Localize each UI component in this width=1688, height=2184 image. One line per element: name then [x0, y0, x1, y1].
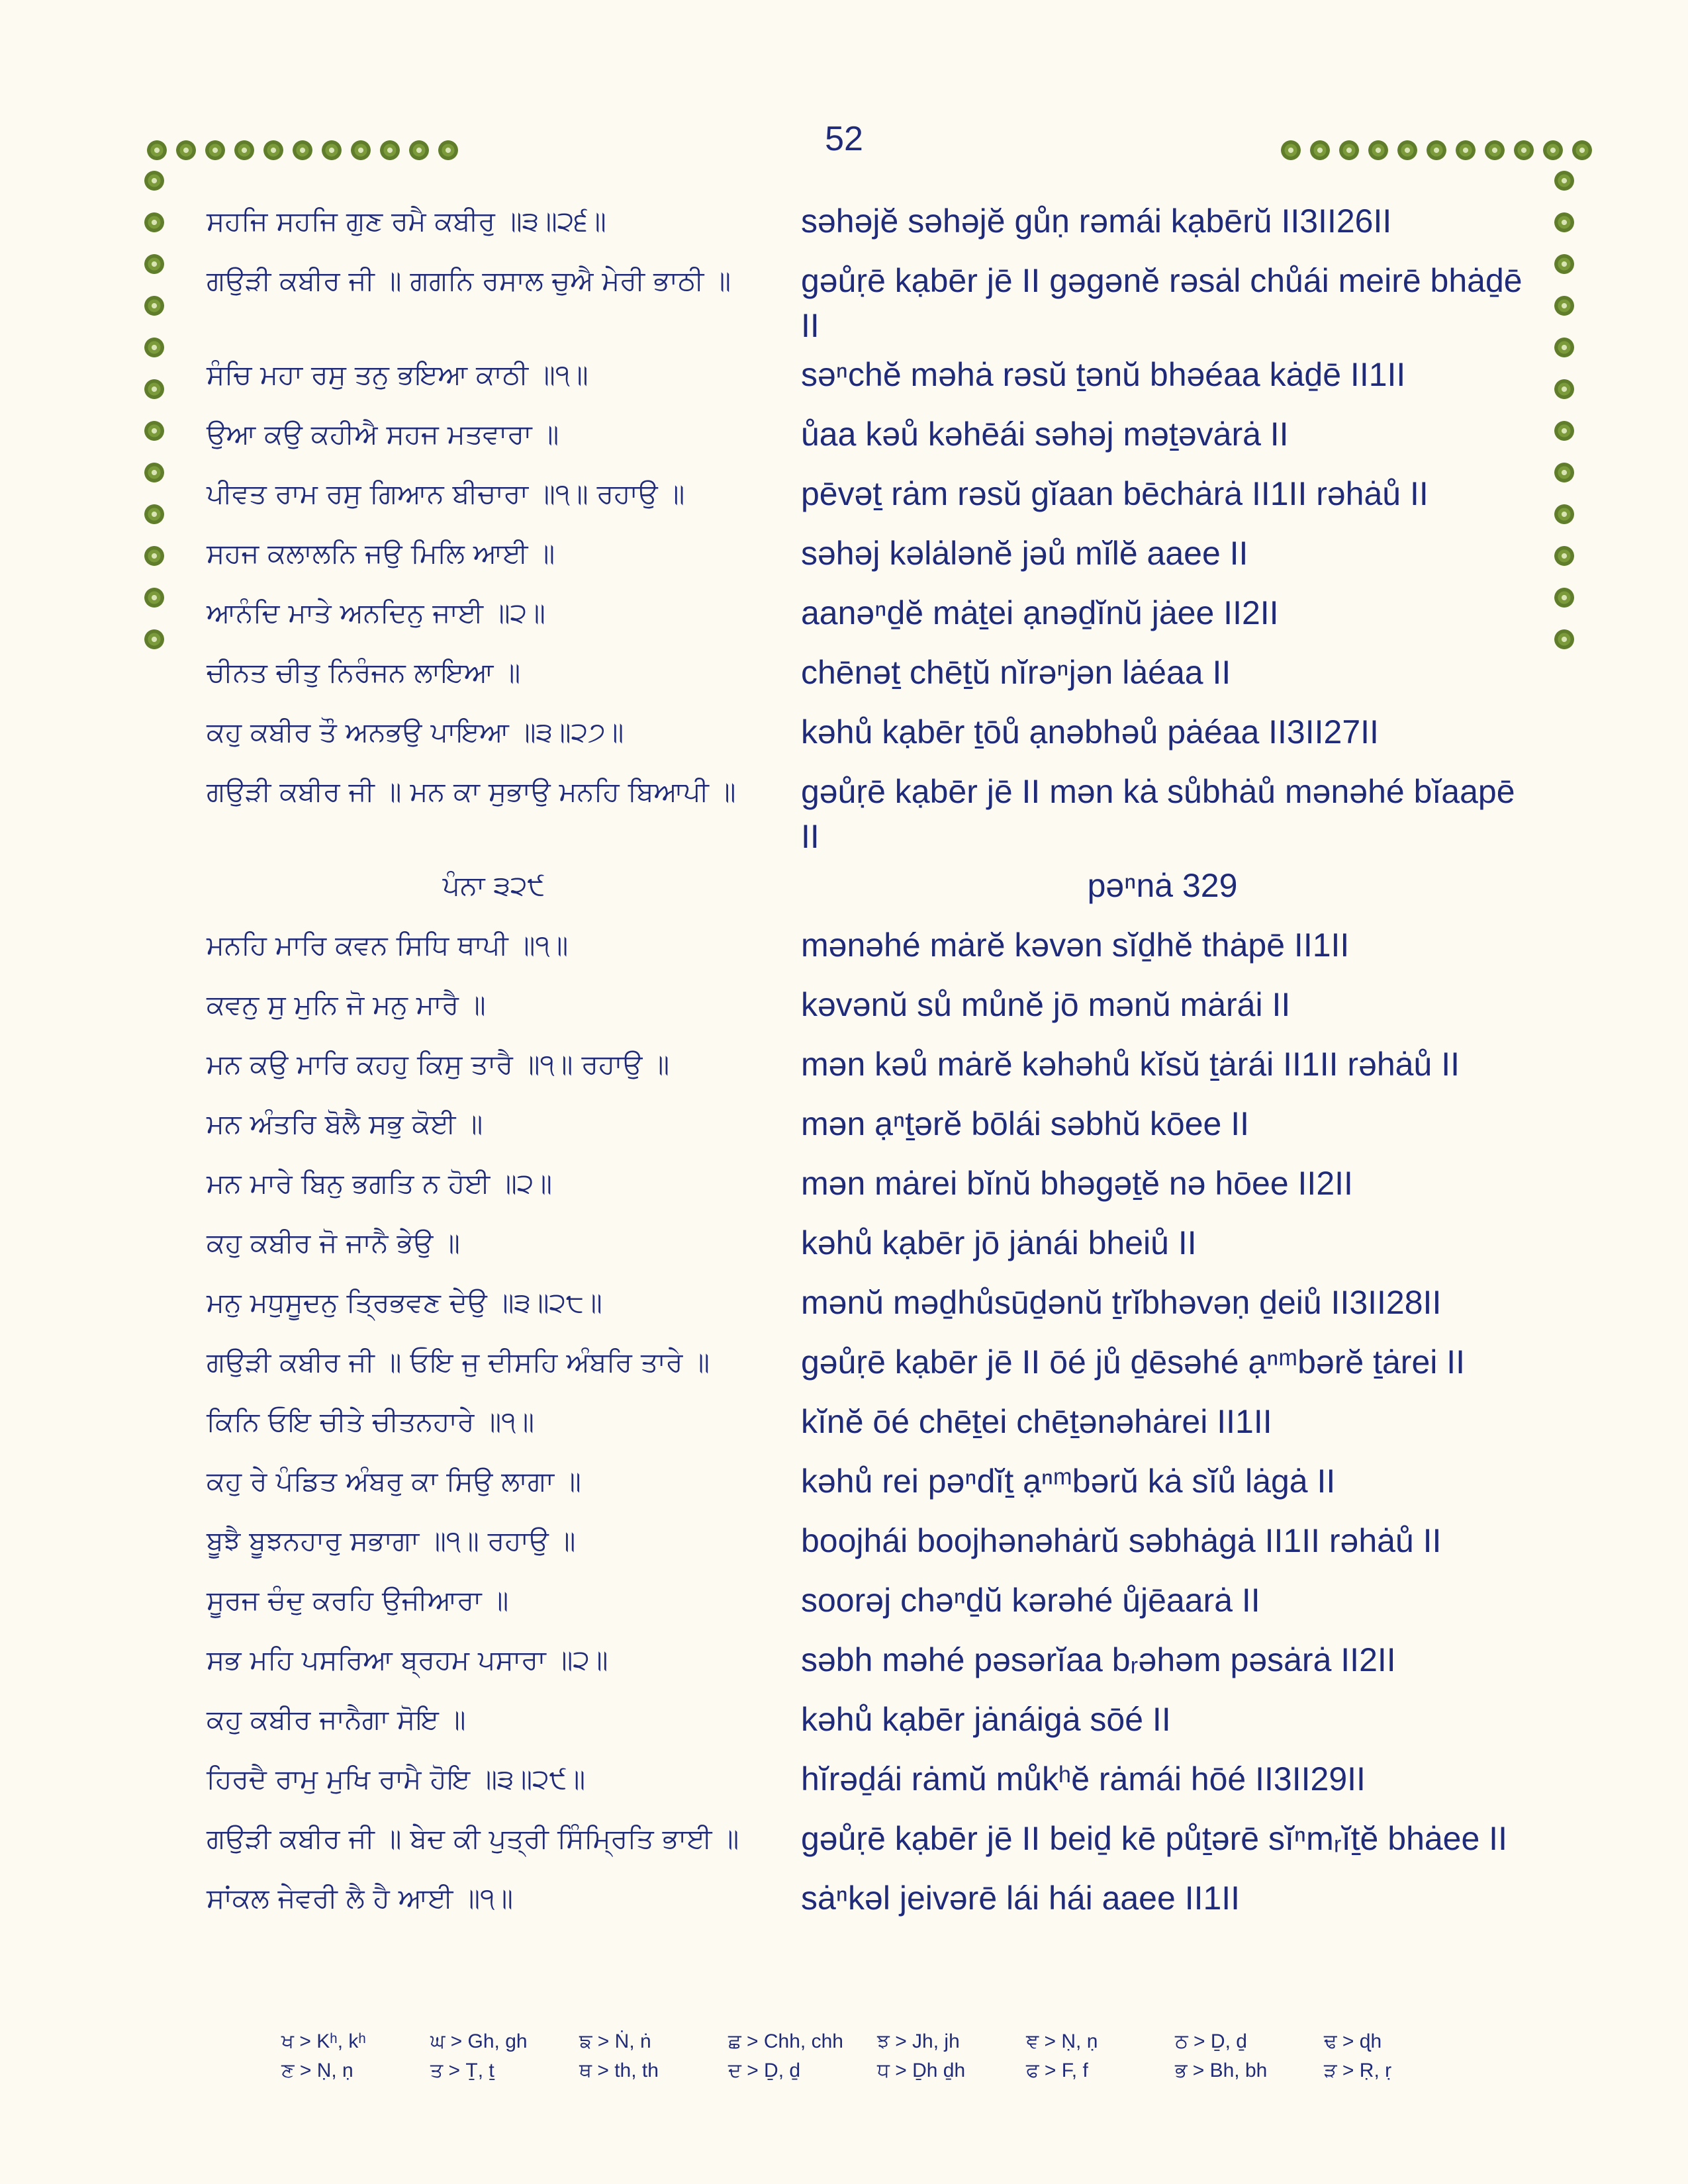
verse-line: [207, 1816, 1524, 1872]
gurmukhi-text: ਕਹੁ ਰੇ ਪੰਡਿਤ ਅੰਬਰੁ ਕਾ ਸਿਉ ਲਾਗਾ ॥: [207, 1465, 581, 1497]
legend-item: ਤ > Ṯ, ṯ: [430, 2060, 494, 2081]
transliteration-text: kəhů kạbēr jō jȧnái bheiů II: [801, 1224, 1197, 1261]
transliteration-text: gəůṛē kạbēr jē II beiḏ kē půṯərē sĭⁿmᵣĭṯĕ bhȧee II: [801, 1820, 1507, 1857]
flower-icon: [1543, 140, 1563, 160]
verse-line: [207, 1697, 1524, 1752]
transliteration-text: mən ạⁿṯərĕ bōlái səbhŭ kōee II: [801, 1105, 1250, 1142]
verse-line: [207, 923, 1524, 978]
flower-icon: [1514, 140, 1534, 160]
page-number: 52: [825, 120, 863, 158]
gurmukhi-text: ਕਹੁ ਕਬੀਰ ਜਾਨੈਗਾ ਸੋਇ ॥: [207, 1704, 466, 1735]
transliteration-text: səⁿchĕ məhȧ rəsŭ ṯənŭ bhəéaa kȧḏē II1II: [801, 356, 1406, 393]
verse-line: [207, 1578, 1524, 1633]
legend-item: ਣ > Ṇ, ṇ: [281, 2060, 353, 2081]
flower-icon: [293, 140, 312, 160]
verse-line: [207, 1459, 1524, 1514]
transliteration-text: kəvənŭ sů můnĕ jō mənŭ mȧrái II: [801, 986, 1291, 1023]
legend-item: ਭ > Bh, bh: [1175, 2060, 1268, 2081]
flower-icon: [263, 140, 283, 160]
gurmukhi-text: ਕਹੁ ਕਬੀਰ ਜੋ ਜਾਨੈ ਭੇਉ ॥: [207, 1227, 460, 1259]
verse-line: [207, 769, 1524, 859]
verse-line: [207, 1101, 1524, 1157]
transliteration-text: mənəhé mȧrĕ kəvən sĭḏhĕ thȧpē II1II: [801, 927, 1350, 964]
gurmukhi-text: ਗਉੜੀ ਕਬੀਰ ਜੀ ॥ ਗਗਨਿ ਰਸਾਲ ਚੁਐ ਮੇਰੀ ਭਾਠੀ ॥: [207, 265, 731, 296]
flower-icon: [1554, 379, 1574, 399]
legend-item: ੜ > Ṛ, ṛ: [1324, 2060, 1392, 2081]
verse-line: [207, 471, 1524, 527]
verse-line: [207, 1161, 1524, 1216]
legend-item: ਠ > Ḏ, ḏ: [1175, 2030, 1247, 2052]
flower-icon: [144, 171, 164, 191]
legend-item: ਙ > Ṅ, ṅ: [579, 2030, 651, 2052]
verse-line: [207, 650, 1524, 705]
legend-item: ਞ > Ṇ, ṇ: [1026, 2030, 1098, 2052]
gurmukhi-text: ਕਵਨੁ ਸੁ ਮੁਨਿ ਜੋ ਮਨੁ ਮਾਰੈ ॥: [207, 989, 486, 1021]
flower-icon: [1554, 629, 1574, 649]
gurmukhi-text: ਗਉੜੀ ਕਬੀਰ ਜੀ ॥ ਓਇ ਜੁ ਦੀਸਹਿ ਅੰਬਰਿ ਤਾਰੇ ॥: [207, 1346, 710, 1378]
gurmukhi-text: ਮਨ ਕਉ ਮਾਰਿ ਕਹਹੁ ਕਿਸੁ ਤਾਰੈ ॥੧॥ ਰਹਾਉ ॥: [207, 1048, 670, 1080]
transliteration-text: gəůṛē kạbēr jē II mən kȧ sůbhȧů mənəhé bĭaapē II: [801, 773, 1515, 855]
transliteration-text: kəhů rei pəⁿdĭṯ ạⁿᵐbərŭ kȧ sĭů lȧgȧ II: [801, 1463, 1336, 1500]
flower-icon: [176, 140, 196, 160]
legend-item: ਧ > Ḏh ḏh: [877, 2060, 966, 2081]
verse-line: [207, 1220, 1524, 1276]
verse-line: [207, 412, 1524, 467]
flower-icon: [1554, 504, 1574, 524]
gurmukhi-text: ਗਉੜੀ ਕਬੀਰ ਜੀ ॥ ਬੇਦ ਕੀ ਪੁਤ੍ਰੀ ਸਿੰਮ੍ਰਿਤਿ ਭਾਈ ॥: [207, 1823, 739, 1854]
flower-icon: [144, 588, 164, 608]
transliteration-text: səhəj kəlȧlənĕ jəů mĭlĕ aaee II: [801, 535, 1248, 572]
ornament-top-right: [1281, 140, 1597, 160]
transliteration-legend: [281, 2030, 1473, 2089]
flower-icon: [438, 140, 458, 160]
flower-icon: [380, 140, 400, 160]
flower-icon: [1281, 140, 1301, 160]
flower-icon: [322, 140, 342, 160]
verse-line: [207, 709, 1524, 765]
verse-line: [207, 1042, 1524, 1097]
verse-line: [207, 1399, 1524, 1455]
verse-line: [207, 352, 1524, 408]
flower-icon: [1554, 338, 1574, 357]
flower-icon: [351, 140, 371, 160]
flower-icon: [1572, 140, 1592, 160]
flower-icon: [1554, 588, 1574, 608]
gurmukhi-text: ਹਿਰਦੈ ਰਾਮੁ ਮੁਖਿ ਰਾਮੈ ਹੋਇ ॥੩॥੨੯॥: [207, 1763, 586, 1795]
flower-icon: [1554, 421, 1574, 441]
legend-item: ਝ > Jh, jh: [877, 2030, 960, 2052]
transliteration-text: gəůṛē kạbēr jē II ōé jů ḏēsəhé ạⁿᵐbərĕ ṯȧrei II: [801, 1343, 1466, 1381]
flower-icon: [1368, 140, 1388, 160]
ornament-right-column: [1554, 171, 1574, 671]
flower-icon: [144, 338, 164, 357]
verse-line: [207, 1518, 1524, 1574]
verse-line: [207, 531, 1524, 586]
ornament-left-column: [144, 171, 164, 671]
transliteration-text: ůaa kəů kəhēái səhəj məṯəvȧrȧ II: [801, 416, 1289, 453]
flower-icon: [1427, 140, 1446, 160]
transliteration-text: kəhů kạbēr ṯōů ạnəbhəů pȧéaa II3II27II: [801, 713, 1379, 751]
gurmukhi-text: ਮਨ ਮਾਰੇ ਬਿਨੁ ਭਗਤਿ ਨ ਹੋਈ ॥੨॥: [207, 1167, 553, 1199]
flower-icon: [1554, 463, 1574, 482]
transliteration-text: səhəjĕ səhəjĕ gůṇ rəmái kạbērŭ II3II26II: [801, 203, 1392, 240]
verse-line: [207, 982, 1524, 1038]
flower-icon: [1485, 140, 1505, 160]
flower-icon: [144, 212, 164, 232]
gurmukhi-text: ਕਿਨਿ ਓਇ ਚੀਤੇ ਚੀਤਨਹਾਰੇ ॥੧॥: [207, 1406, 535, 1437]
gurmukhi-text: ਚੀਨਤ ਚੀਤੁ ਨਿਰੰਜਨ ਲਾਇਆ ॥: [207, 657, 521, 688]
flower-icon: [144, 463, 164, 482]
verse-line: [207, 1756, 1524, 1812]
gurmukhi-text: ਮਨਹਿ ਮਾਰਿ ਕਵਨ ਸਿਧਿ ਥਾਪੀ ॥੧॥: [207, 929, 569, 961]
legend-item: ਦ > Ḏ, ḏ: [728, 2060, 801, 2081]
gurmukhi-text: ਮਨੁ ਮਧੁਸੂਦਨੁ ਤ੍ਰਿਭਵਣ ਦੇਉ ॥੩॥੨੮॥: [207, 1287, 602, 1318]
transliteration-text: pəⁿnȧ 329: [1087, 867, 1238, 904]
legend-item: ਖ > Kʰ, kʰ: [281, 2030, 366, 2052]
gurmukhi-text: ਆਨੰਦਿ ਮਾਤੇ ਅਨਦਿਨੁ ਜਾਈ ॥੨॥: [207, 597, 545, 629]
gurmukhi-text: ਸਾਂਕਲ ਜੇਵਰੀ ਲੈ ਹੈ ਆਈ ॥੧॥: [207, 1882, 514, 1914]
transliteration-text: sȧⁿkəl jeivərē lái hái aaee II1II: [801, 1880, 1241, 1917]
gurmukhi-text: ਸਹਜ ਕਲਾਲਨਿ ਜਉ ਮਿਲਿ ਆਈ ॥: [207, 537, 555, 569]
transliteration-text: gəůṛē kạbēr jē II gəgənĕ rəsȧl chůái meirē bhȧḏē II: [801, 262, 1523, 344]
flower-icon: [1397, 140, 1417, 160]
legend-item: ਘ > Gh, gh: [430, 2030, 528, 2052]
transliteration-text: boojhái boojhənəhȧrŭ səbhȧgȧ II1II rəhȧů II: [801, 1522, 1442, 1559]
flower-icon: [147, 140, 167, 160]
verse-line: [207, 1637, 1524, 1693]
gurmukhi-text: ਸੰਚਿ ਮਹਾ ਰਸੁ ਤਨੁ ਭਇਆ ਕਾਠੀ ॥੧॥: [207, 359, 588, 390]
verse-line: [207, 1280, 1524, 1336]
verse-line: [207, 1876, 1524, 1931]
flower-icon: [409, 140, 429, 160]
transliteration-text: səbh məhé pəsərĭaa bᵣəhəm pəsȧrȧ II2II: [801, 1641, 1396, 1678]
transliteration-text: kəhů kạbēr jȧnáigȧ sōé II: [801, 1701, 1171, 1738]
gurmukhi-text: ਪੰਨਾ ੩੨੯: [442, 870, 545, 901]
transliteration-text: kĭnĕ ōé chēṯei chēṯənəhȧrei II1II: [801, 1403, 1272, 1440]
verse-line: [207, 258, 1524, 348]
gurmukhi-text: ਕਹੁ ਕਬੀਰ ਤੌ ਅਨਭਉ ਪਾਇਆ ॥੩॥੨੭॥: [207, 716, 624, 748]
flower-icon: [1554, 171, 1574, 191]
legend-item: ਢ > ɖh: [1324, 2030, 1382, 2052]
transliteration-text: aanəⁿḏĕ mȧṯei ạnəḏĭnŭ jȧee II2II: [801, 594, 1279, 631]
gurmukhi-text: ਪੀਵਤ ਰਾਮ ਰਸੁ ਗਿਆਨ ਬੀਚਾਰਾ ॥੧॥ ਰਹਾਉ ॥: [207, 478, 685, 510]
flower-icon: [1554, 546, 1574, 566]
flower-icon: [144, 254, 164, 274]
flower-icon: [144, 296, 164, 316]
legend-item: ਫ > F, f: [1026, 2060, 1088, 2081]
flower-icon: [205, 140, 225, 160]
flower-icon: [144, 629, 164, 649]
flower-icon: [144, 379, 164, 399]
legend-row: [281, 2030, 1473, 2053]
flower-icon: [1310, 140, 1330, 160]
legend-item: ਥ > th, th: [579, 2060, 659, 2081]
flower-icon: [144, 546, 164, 566]
verse-line: [207, 1340, 1524, 1395]
flower-icon: [1554, 212, 1574, 232]
transliteration-text: chēnəṯ chēṯŭ nĭrəⁿjən lȧéaa II: [801, 654, 1231, 691]
legend-item: ਛ > Chh, chh: [728, 2030, 843, 2052]
flower-icon: [144, 504, 164, 524]
gurmukhi-text: ਗਉੜੀ ਕਬੀਰ ਜੀ ॥ ਮਨ ਕਾ ਸੁਭਾਉ ਮਨਹਿ ਬਿਆਪੀ ॥: [207, 776, 736, 807]
gurmukhi-text: ਸਹਜਿ ਸਹਜਿ ਗੁਣ ਰਮੈ ਕਬੀਰੁ ॥੩॥੨੬॥: [207, 205, 606, 237]
verse-line: [207, 590, 1524, 646]
flower-icon: [144, 421, 164, 441]
transliteration-text: mənŭ məḏhůsūḏənŭ ṯrĭbhəvəṇ ḏeiů II3II28II: [801, 1284, 1442, 1321]
gurmukhi-text: ਉਆ ਕਉ ਕਹੀਐ ਸਹਜ ਮਤਵਾਰਾ ॥: [207, 418, 559, 450]
legend-row: [281, 2060, 1473, 2082]
gurmukhi-text: ਬੂਝੈ ਬੂਝਨਹਾਰੁ ਸਭਾਗਾ ॥੧॥ ਰਹਾਉ ॥: [207, 1525, 576, 1557]
gurmukhi-text: ਸਭ ਮਹਿ ਪਸਰਿਆ ਬ੍ਰਹਮ ਪਸਾਰਾ ॥੨॥: [207, 1644, 608, 1676]
transliteration-text: soorəj chəⁿḏŭ kərəhé ůjēaarȧ II: [801, 1582, 1260, 1619]
panna-marker-row: [207, 863, 1524, 919]
flower-icon: [1339, 140, 1359, 160]
ornament-top-left: [147, 140, 463, 160]
transliteration-text: mən kəů mȧrĕ kəhəhů kĭsŭ ṯȧrái II1II rəhȧů II: [801, 1046, 1460, 1083]
flower-icon: [1456, 140, 1476, 160]
flower-icon: [1554, 254, 1574, 274]
flower-icon: [1554, 296, 1574, 316]
verse-line: [207, 199, 1524, 254]
verse-lines: [207, 199, 1524, 1935]
flower-icon: [234, 140, 254, 160]
transliteration-text: hĭrəḏái rȧmŭ můkʰĕ rȧmái hōé II3II29II: [801, 1760, 1366, 1797]
transliteration-text: pēvəṯ rȧm rəsŭ gĭaan bēchȧrȧ II1II rəhȧů II: [801, 475, 1429, 512]
gurmukhi-text: ਸੂਰਜ ਚੰਦੁ ਕਰਹਿ ਉਜੀਆਰਾ ॥: [207, 1584, 509, 1616]
gurmukhi-text: ਮਨ ਅੰਤਰਿ ਬੋਲੈ ਸਭੁ ਕੋਈ ॥: [207, 1108, 483, 1140]
transliteration-text: mən mȧrei bĭnŭ bhəgəṯĕ nə hōee II2II: [801, 1165, 1353, 1202]
